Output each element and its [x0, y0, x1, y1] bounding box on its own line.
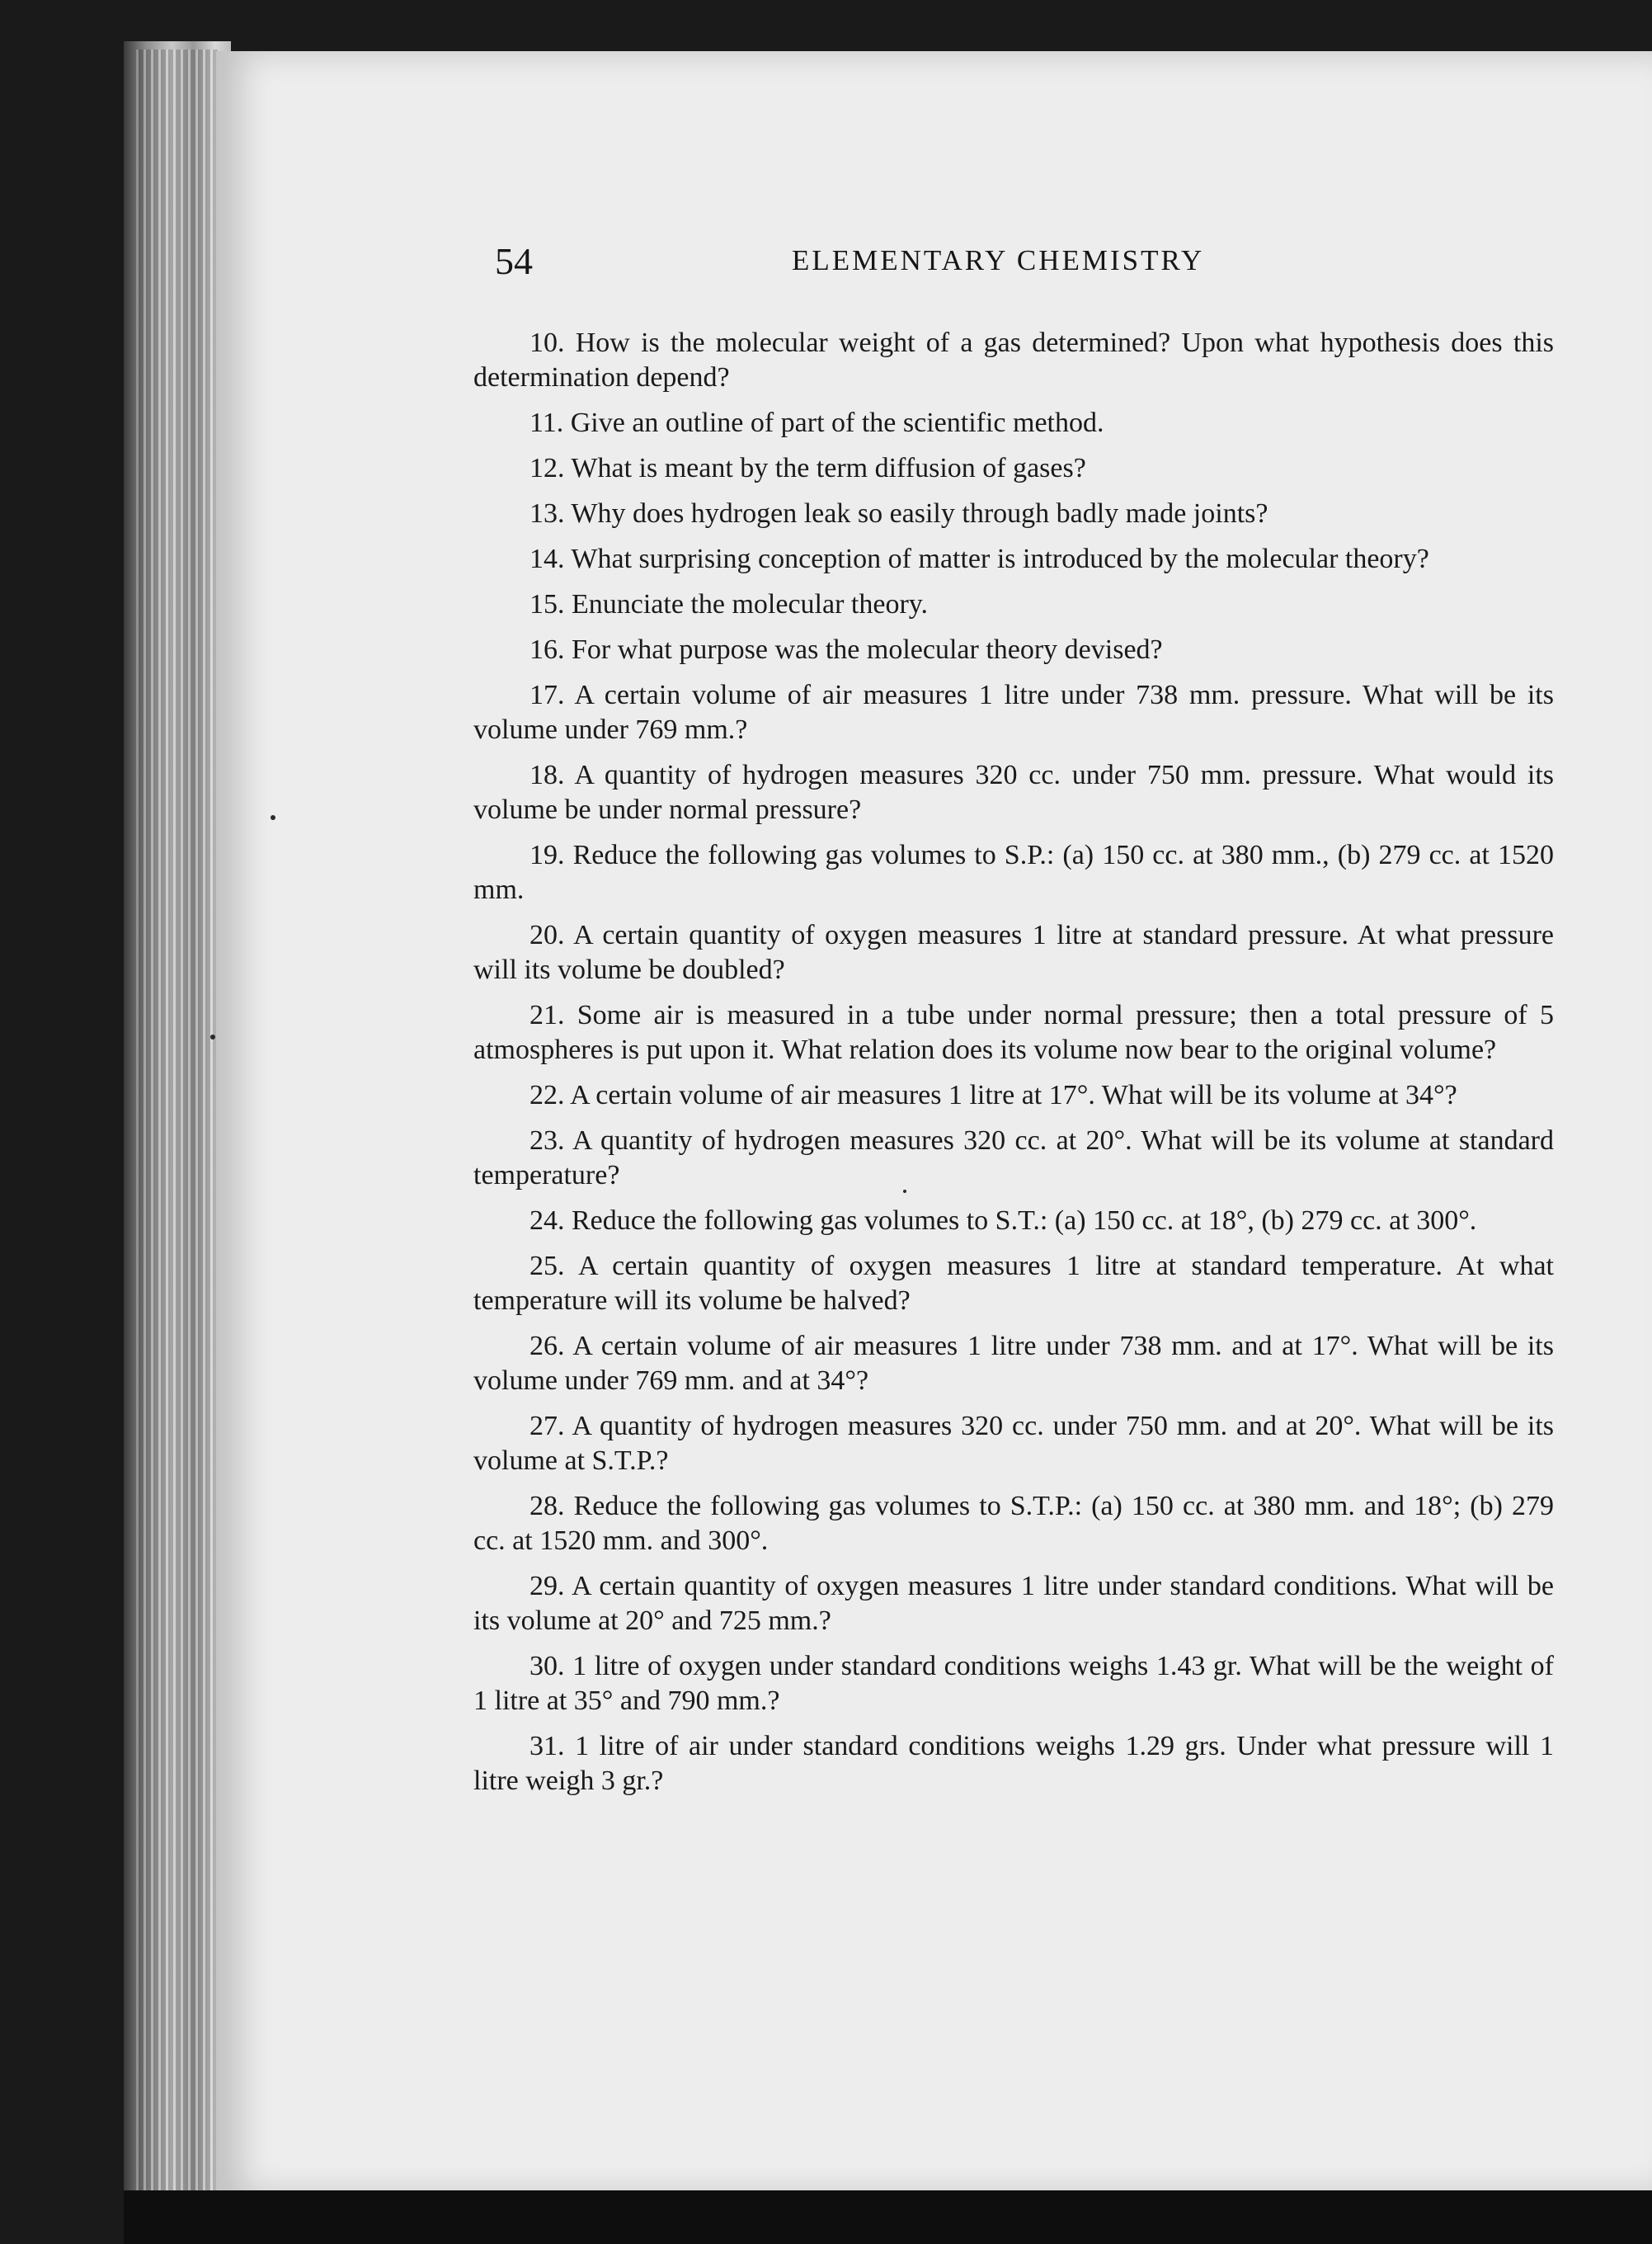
question-27: 27. A quantity of hydrogen measures 320 cc. under 750 mm. and at 20°. What will be its volume at S.T.P.?	[473, 1411, 1554, 1476]
question-24: 24. Reduce the following gas volumes to S.T.: (a) 150 cc. at 18°, (b) 279 cc. at 300°.	[529, 1205, 1477, 1236]
question-10: 10. How is the molecular weight of a gas determined? Upon what hypothesis does this determination depend?	[473, 328, 1554, 393]
question-14: 14. What surprising conception of matter is introduced by the molecular theory?	[529, 544, 1429, 574]
question-30: 30. 1 litre of oxygen under standard conditions weighs 1.43 gr. What will be the weight of 1 litre at 35° and 790 mm.?	[473, 1651, 1554, 1716]
question-29: 29. A certain quantity of oxygen measures 1 litre under standard conditions. What will be its volume at 20° and 725 mm.?	[473, 1571, 1554, 1636]
question-26: 26. A certain volume of air measures 1 litre under 738 mm. and at 17°. What will be its volume under 769 mm. and at 34°?	[473, 1331, 1554, 1396]
question-11: 11. Give an outline of part of the scientific method.	[529, 408, 1104, 438]
speck	[210, 1035, 215, 1040]
question-28: 28. Reduce the following gas volumes to S.T.P.: (a) 150 cc. at 380 mm. and 18°; (b) 279 cc. at 1520 mm. and 300°.	[473, 1491, 1554, 1556]
question-20: 20. A certain quantity of oxygen measures 1 litre at standard pressure. At what pressure will its volume be doubled?	[473, 920, 1554, 985]
question-23: 23. A quantity of hydrogen measures 320 cc. at 20°. What will be its volume at standard temperature?	[473, 1125, 1554, 1190]
question-22: 22. A certain volume of air measures 1 litre at 17°. What will be its volume at 34°?	[529, 1080, 1457, 1110]
running-head: ELEMENTARY CHEMISTRY	[792, 244, 1205, 276]
question-16: 16. For what purpose was the molecular theory devised?	[529, 634, 1163, 665]
book-spine-pages	[136, 50, 219, 2194]
question-21: 21. Some air is measured in a tube under normal pressure; then a total pressure of 5 atmospheres is put upon it. What relation does its volume now bear to the original volume?	[473, 1000, 1554, 1065]
speck	[271, 815, 275, 820]
question-17: 17. A certain volume of air measures 1 litre under 738 mm. pressure. What will be its volume under 769 mm.?	[473, 680, 1554, 745]
question-15: 15. Enunciate the molecular theory.	[529, 589, 929, 620]
page-header	[495, 239, 1266, 289]
question-12: 12. What is meant by the term diffusion of gases?	[529, 453, 1086, 483]
scan-bottom-edge	[124, 2190, 1652, 2244]
question-18: 18. A quantity of hydrogen measures 320 cc. under 750 mm. pressure. What would its volume be under normal pressure?	[473, 760, 1554, 825]
question-list	[473, 326, 1554, 1809]
question-19: 19. Reduce the following gas volumes to S.P.: (a) 150 cc. at 380 mm., (b) 279 cc. at 1520 mm.	[473, 840, 1554, 905]
question-13: 13. Why does hydrogen leak so easily through badly made joints?	[529, 498, 1268, 529]
question-31: 31. 1 litre of air under standard conditions weighs 1.29 grs. Under what pressure will 1 litre weigh 3 gr.?	[473, 1731, 1554, 1796]
page-number: 54	[495, 240, 533, 282]
question-25: 25. A certain quantity of oxygen measures 1 litre at standard temperature. At what temperature will its volume be halved?	[473, 1251, 1554, 1316]
